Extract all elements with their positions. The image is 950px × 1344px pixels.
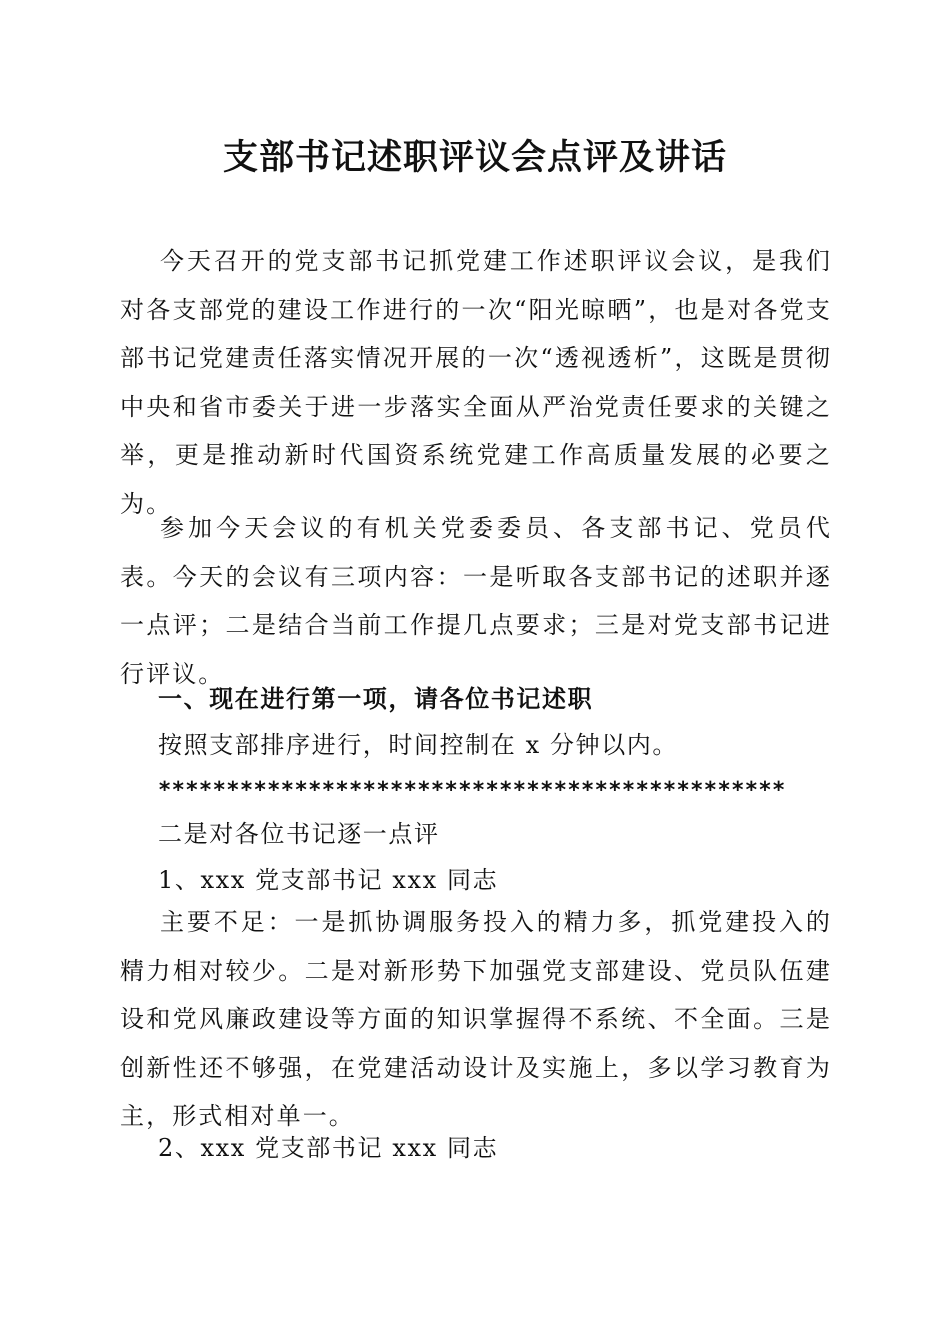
section1-text: 按照支部排序进行，时间控制在 x 分钟以内。 — [158, 731, 678, 759]
document-title: 支部书记述职评议会点评及讲话 — [222, 138, 727, 178]
section2-heading: 二是对各位书记逐一点评 — [158, 820, 440, 848]
attendees-paragraph: 参加今天会议的有机关党委委员、各支部书记、党员代表。今天的会议有三项内容：一是听取各支部书记的述职并逐一点评；二是结合当前工作提几点要求；三是对党支部书记进行评议。 — [120, 514, 832, 688]
intro-paragraph: 今天召开的党支部书记抓党建工作述职评议会议，是我们对各支部党的建设工作进行的一次“阳光晾晒”，也是对各党支部书记党建责任落实情况开展的一次“透视透析”，这既是贯彻中央和省市委关于进一步落实全面从严治党责任要求的关键之举，更是推动新时代国资系统党建工作高质量发展的必要之为。 — [120, 247, 832, 518]
separator-line: ********************************************** — [158, 778, 786, 803]
item2-label: 2、xxx 党支部书记 xxx 同志 — [158, 1134, 499, 1162]
section1-heading: 一、现在进行第一项，请各位书记述职 — [158, 685, 594, 713]
item1-comment-paragraph: 主要不足：一是抓协调服务投入的精力多，抓党建投入的精力相对较少。二是对新形势下加强党支部建设、党员队伍建设和党风廉政建设等方面的知识掌握得不系统、不全面。三是创新性还不够强，在党建活动设计及实施上，多以学习教育为主，形式相对单一。 — [120, 908, 832, 1131]
item1-label: 1、xxx 党支部书记 xxx 同志 — [158, 866, 499, 894]
